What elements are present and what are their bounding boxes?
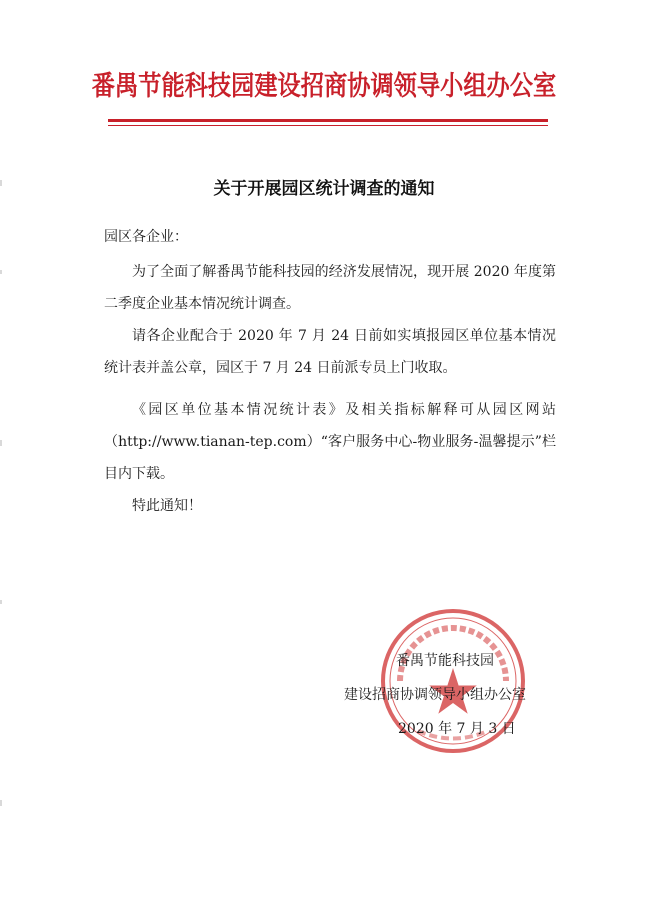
letterhead-rule-thin [108, 125, 548, 126]
signature-date: 2020 年 7 月 3 日 [398, 721, 516, 737]
paragraph-4: 特此通知！ [132, 498, 202, 514]
paragraph-1: 为了全面了解番禺节能科技园的经济发展情况，现开展 2020 年度第二季度企业基本情况统计调查。 [104, 264, 556, 312]
signature-org-line1: 番禺节能科技园 [396, 653, 494, 669]
letterhead-rule-thick [108, 119, 548, 122]
notice-title: 关于开展园区统计调查的通知 [213, 179, 435, 199]
scan-artifact [0, 270, 2, 274]
signature-org-line2: 建设招商协调领导小组办公室 [344, 687, 526, 703]
salutation: 园区各企业： [104, 229, 188, 245]
scan-artifact [0, 600, 2, 604]
scan-artifact [0, 800, 2, 806]
paragraph-3: 《园区单位基本情况统计表》及相关指标解释可从园区网站（http://www.tianan-tep.com）“客户服务中心-物业服务-温馨提示”栏目内下载。 [104, 402, 556, 482]
paragraph-2: 请各企业配合于 2020 年 7 月 24 日前如实填报园区单位基本情况统计表并盖公章，园区于 7 月 24 日前派专员上门收取。 [104, 328, 556, 376]
scan-artifact [0, 440, 2, 446]
scan-artifact [0, 180, 2, 186]
letterhead-title: 番禺节能科技园建设招商协调领导小组办公室 [91, 71, 557, 102]
